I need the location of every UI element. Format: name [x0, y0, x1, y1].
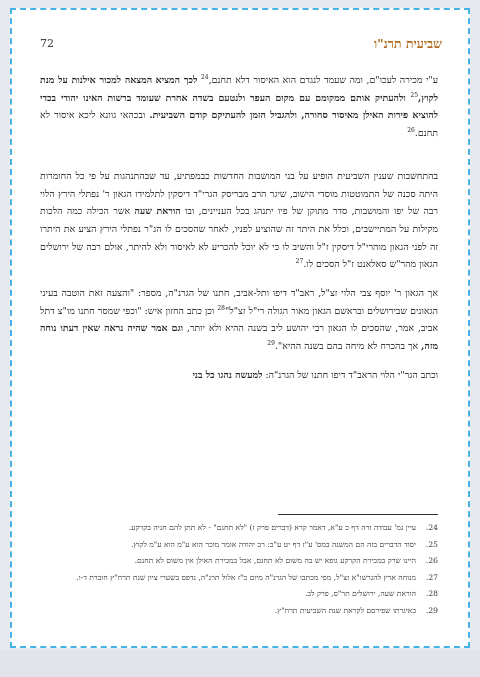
footnote-number: 24.: [425, 523, 438, 532]
text-run: ובכהאי גוונא ליכא איסור לא תחנם.: [40, 110, 438, 140]
footnote-text: מנוחה ארץ להגרשו"א זצ"ל, מפי מכתבו של הגרנ"ה מיום כ"ז אלול תרנ"ה, נדפס בשערי ציון שנת תרח"ץ חוברת ד-ו.: [76, 572, 416, 582]
text-run: אך הגאון ר' יוסף צבי הלוי זצ"ל, ראב"ד דיפו ותל-אביב, חתנו של הגרנ"ה, מספר: "והצעה זאת הוטבה בעיני הגאונים שבירושלים ובראשם הגאון מאור הגולה רי"ל זצ"ל": [40, 288, 438, 317]
bold-run: למעשה נהגו כל בני: [192, 369, 263, 381]
footnote-ref[interactable]: 28: [217, 304, 225, 312]
footnote-number: 28.: [425, 589, 438, 599]
viewer-bottom-bar: [0, 650, 480, 677]
bold-run: ולהעתיק אותם ממקומם עם מקום העפר ולנטעם בשדה אחרת שעומד ברשות האינו יהודי בכדי להוציא פירות האילן מאיסור סחורה, ולהגביל הזמן להעתיקם קודם השביעית.: [40, 92, 438, 122]
text-run: בהתחשבות שענין השביעית הופיע על בני המושבות החדשות כבמפתיע, עד שבהתנהגות על פי כל החומרות היתה סכנה של התמוטטות מוסדי הישוב, שיגר הרב מבריסק הגרי"ד דיסקין לתלמידו הגאון ר' נפתלי הירץ הלוי רבה של יפו והמושבות, סדר מתוקן של פיו יתנהג בכל העניינים, ובו: [40, 170, 439, 218]
footnote-divider: [278, 514, 438, 515]
footnote-ref[interactable]: 29: [267, 340, 275, 348]
bold-run: לכך המציא: [155, 75, 198, 86]
footnote: [40, 588, 438, 601]
footnote: [40, 539, 438, 552]
text-run: אך בהכרח לא מיחה בהם בשנה ההיא".: [274, 341, 419, 353]
paragraph-3: [40, 285, 438, 356]
footnote-ref[interactable]: 26: [407, 126, 415, 134]
footnote-text: יסוד הדברים בזה הם המשנה במס' ע"ז דף יט ע"ב: רב יהודה אומר מוכר הוא ע"מ הוא ע"מ לקוץ.: [130, 539, 416, 549]
text-run: וכן כתב החזון איש: "וכפי שמסר חתנו מו"צ דתל אביב, אמר, שהסכים לו הגאון רבי יהושע ליב בשנה ההיא ולא יותר,: [40, 305, 438, 335]
footnote: [40, 555, 438, 568]
paragraph-2: [40, 168, 438, 274]
paragraph-1: [40, 72, 438, 143]
footnote-number: 29.: [425, 605, 438, 615]
footnote-number: 25.: [425, 539, 438, 549]
footnote: [40, 572, 438, 585]
text-run: אשר הכילה כמה הלכות מקילות על המתיישבים, וכלל את היתר זה שהוציע לפניו, לאחר שהסכים לו הג"ר נפתלי הירץ הציע את היתרו זה לפני הגאון מוהרי"ל דיסקין ז"ל והשיב לו כי לא יוכל להכריע לא לאיסור ולא להיתר, אולם רבה של ירושלים הגאון מהר"ש סאלאנט ז"ל הסכים לו.: [40, 206, 438, 271]
footnote-ref[interactable]: 27: [295, 258, 304, 266]
footnote-number: 27.: [425, 572, 438, 582]
footnote-ref[interactable]: 25: [410, 91, 419, 99]
paragraph-4: [40, 367, 438, 385]
footnote-ref[interactable]: 24: [200, 73, 209, 81]
page-header: [40, 36, 442, 54]
bold-run: המצאה למכור אילנות על מנת לקוץ,: [40, 75, 438, 104]
footnote-text: הוראת שעה, ירושלים תר"ס, פרק לב.: [304, 589, 416, 599]
footnote: [40, 605, 438, 618]
page-number: 72: [40, 37, 54, 50]
footnote-text: באיגרתו שפירסם לקראת שנת השביעית תרח"ץ.: [274, 605, 416, 615]
bold-run: הוראת שעה: [134, 206, 181, 218]
bold-run: וגם אמר שהיה נראה שאין דעתו נוחה מזה,: [40, 323, 438, 353]
footnote-text: עיין גמ' עבודה זרה דף כ ע"א, דאמר קרא (דברים פרק ז) "לא תחנם" - לא תתן להם חניה בקרקע.: [128, 523, 416, 532]
main-text: [40, 72, 438, 396]
footnote-text: היינו שרק במכירת הקרקע גופא יש בה משום לא תחנם, אבל במכירת האילן אין משום לא תחנם.: [134, 556, 416, 566]
text-run: וכתב הגר"י הלוי הראב"ד דיפו חתנו של הגרנ"ה:: [265, 369, 438, 381]
footnotes: [40, 522, 438, 622]
footnote-number: 26.: [425, 556, 438, 566]
footnote: [40, 522, 438, 535]
text-run: ע"י מכירה לעכו"ם, ומה שעמד לנגדם הוא האיסור דלא תחנם,: [208, 75, 439, 86]
running-title: שביעית תרנ"ו: [373, 36, 442, 51]
